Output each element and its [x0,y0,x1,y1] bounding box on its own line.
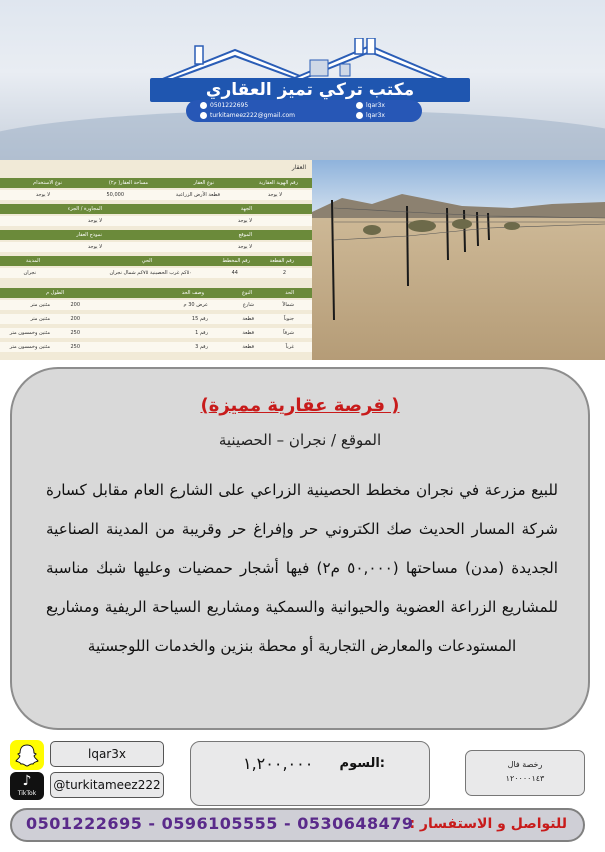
bounds-row [0,328,312,338]
table-row [0,242,312,252]
table-header-row [0,230,312,240]
offer-title: (فرصة عقارية مميزة ) [200,395,400,416]
header-tiktok[interactable]: lqar3x [366,112,385,119]
bounds-row [0,314,312,324]
snapchat-icon [356,102,363,109]
table-header-cell: الحي [141,258,152,264]
offer-card [10,367,590,730]
table-cell: قطعة الأرض الزراعية [175,192,220,198]
table-header-cell: نوع الاستخدام [33,180,62,186]
table-cell: لا يوجد [267,192,282,198]
table-cell: لا يوجد [237,244,252,250]
table-cell: لا يوجد [87,218,102,224]
table-cell: رقم 3 [195,344,208,350]
table-cell: قطعة [242,330,254,336]
email-icon [200,112,207,119]
bounds-row [0,300,312,310]
table-cell: 2 [282,270,286,276]
table-header-cell: الموقع [238,232,252,238]
property-table [0,160,312,360]
table-cell: شرقاً [283,330,294,336]
table-header-cell: النوع [242,290,252,296]
tiktok-icon [356,112,363,119]
offer-location: الموقع / نجران – الحصينية [218,431,382,449]
farm-photo [312,160,605,360]
table-cell: مئتين وخمسون متر [9,330,50,336]
table-cell: قطعة [242,316,254,322]
snapchat-handle[interactable] [50,741,164,767]
contact-label: للتواصل و الاستفسار : [409,816,567,832]
header-snapchat[interactable]: lqar3x [366,102,385,109]
tiktok-logo-icon: ♪ TikTok [10,772,44,800]
table-header-cell: الجهة [240,206,252,212]
table-row [0,190,312,200]
license-label: رخصة فال [507,760,543,769]
table-header-cell: الحد [285,290,294,296]
table-header-cell: الطول م [46,290,64,296]
table-cell: 250 [70,330,80,336]
table-header-cell: وصف الحد [181,290,204,296]
offer-description: للبيع مزرعة في نجران مخطط الحصينية الزراعي على الشارع العام مقابل كسارة شركة المسار الحديث صك الكتروني حر وإفراغ حر وقريبة من المدينة الصناعية الجديدة (مدن) مساحتها (٥٠,٠٠٠ م٢) فيها أشجار حمضيات وعليها شبك مناسبة للمشاريع الزراعة العضوية والحيوانية والسمكية ومشاريع السياحة الريفية ومشاريع المستودعات والمعارض التجارية أو محطة بنزين والخدمات اللوجستية [46,481,558,655]
license-box [465,750,585,796]
table-header-cell: نموذج العقار [76,232,102,238]
table-cell: شارع [242,302,254,308]
table-cell: 50,000 [106,192,124,198]
tiktok-logo-text: TikTok [17,790,37,797]
price-value: ١,٢٠٠,٠٠٠ [243,754,314,773]
header-contact-pill [186,100,422,122]
snapchat-logo-icon [10,740,44,770]
table-header-cell: رقم الهوية العقارية [258,180,298,186]
price-box [190,741,430,806]
table-cell: قطعة [242,344,254,350]
table-cell: نجران [23,270,36,276]
table-header-row [0,256,312,266]
table-header-row [0,178,312,188]
table-cell: مئتين وخمسون متر [9,344,50,350]
table-cell: رقم 15 [191,316,208,322]
table-row [0,268,312,278]
tiktok-handle-text: @turkitameez222 [53,778,161,792]
header-phone[interactable]: 0501222695 [210,102,249,109]
table-header-cell: رقم المخطط [222,258,250,264]
brand-name: مكتب تركي تميز العقاري [150,78,470,102]
table-cell: 200 [70,316,80,322]
header-banner [0,0,605,160]
table-cell: لا يوجد [87,244,102,250]
contact-phones[interactable]: 0501222695 - 0596105555 - 0530648479 [26,814,414,833]
table-cell: رقم 1 [195,330,208,336]
table-cell: شمالاً [282,302,294,308]
snapchat-handle-text: lqar3x [88,747,126,761]
table-header-cell: المجاورة / الجزء [67,206,102,212]
table-cell: مئتين متر [30,316,50,322]
table-cell: 44 [231,270,238,276]
table-cell: جنوباً [283,316,294,322]
contact-bar [10,808,585,842]
header-email[interactable]: turkitameez222@gmail.com [210,112,296,119]
table-cell: 250 [70,344,80,350]
table-header-row [0,204,312,214]
table-header-cell: مساحة العقار( م٢) [108,180,148,186]
bounds-row [0,342,312,352]
table-header-cell: رقم القطعة [269,258,294,264]
table-header-cell: المدينة [25,258,40,264]
table-row [0,216,312,226]
table-cell: ٥٠كم غرب الحصينية ٧٥كم شمال نجران [109,270,192,276]
tiktok-handle[interactable] [50,772,164,798]
bounds-header-row [0,288,312,298]
table-cell: 200 [70,302,80,308]
table-cell: لا يوجد [237,218,252,224]
table-header-cell: نوع العقار [193,180,214,186]
property-table-title: العقار [291,164,306,171]
price-label: السوم: [339,756,385,771]
license-number: ١٢٠٠٠٠١٤٣ [505,774,545,783]
table-cell: عرض 30 م [183,302,208,308]
phone-icon [200,102,207,109]
table-cell: غرباً [285,344,294,350]
table-cell: مئتين متر [30,302,50,308]
table-cell: لا يوجد [35,192,50,198]
